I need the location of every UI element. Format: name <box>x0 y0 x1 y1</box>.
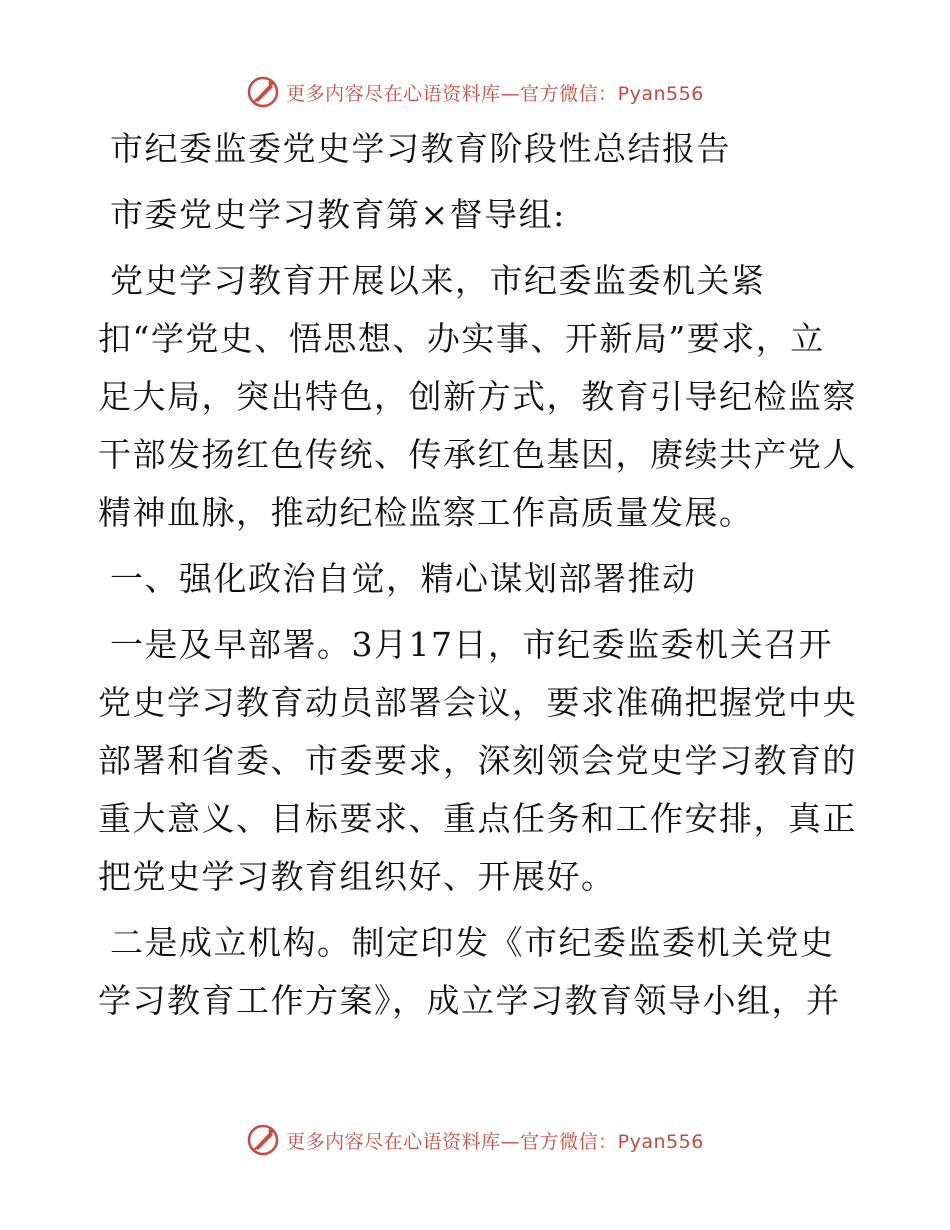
item-early-deployment <box>98 616 858 906</box>
watermark-text: 更多内容尽在心语资料库—官方微信：Pyan556 <box>286 1130 704 1153</box>
quill-logo-icon <box>246 75 280 109</box>
paragraph-line: 党史学习教育开展以来，市纪委监委机关紧 <box>110 261 766 300</box>
quill-logo-icon <box>246 1123 280 1157</box>
paragraph-line: 学习教育工作方案》，成立学习教育领导小组，并 <box>98 981 841 1020</box>
paragraph-line: 二是成立机构。制定印发《市纪委监委机关党史 <box>110 923 835 962</box>
watermark-header <box>0 72 950 112</box>
watermark-footer <box>0 1120 950 1160</box>
item-establish-body <box>98 914 858 1030</box>
paragraph-line: 重大意义、目标要求、重点任务和工作安排，真正 <box>98 799 857 838</box>
paragraph-line: 党史学习教育动员部署会议，要求准确把握党中央 <box>98 683 857 722</box>
addressee: 市委党史学习教育第×督导组: <box>110 195 566 234</box>
section-heading-1 <box>98 550 858 608</box>
paragraph-line: 精神血脉，推动纪检监察工作高质量发展。 <box>98 493 754 532</box>
section-heading: 一、强化政治自觉，精心谋划部署推动 <box>110 559 697 598</box>
paragraph-line: 一是及早部署。3月17日，市纪委监委机关召开 <box>110 625 833 664</box>
paragraph-line: 干部发扬红色传统、传承红色基因，赓续共产党人 <box>98 435 857 474</box>
document-body <box>98 120 858 1030</box>
paragraph-line: 把党史学习教育组织好、开展好。 <box>98 857 616 896</box>
document-title: 市纪委监委党史学习教育阶段性总结报告 <box>110 129 731 168</box>
watermark-text: 更多内容尽在心语资料库—官方微信：Pyan556 <box>286 82 704 105</box>
intro-paragraph <box>98 252 858 542</box>
paragraph-line: 足大局，突出特色，创新方式，教育引导纪检监察 <box>98 377 857 416</box>
paragraph-line: 扣“学党史、悟思想、办实事、开新局”要求，立 <box>98 319 825 358</box>
paragraph-line: 部署和省委、市委要求，深刻领会党史学习教育的 <box>98 741 857 780</box>
